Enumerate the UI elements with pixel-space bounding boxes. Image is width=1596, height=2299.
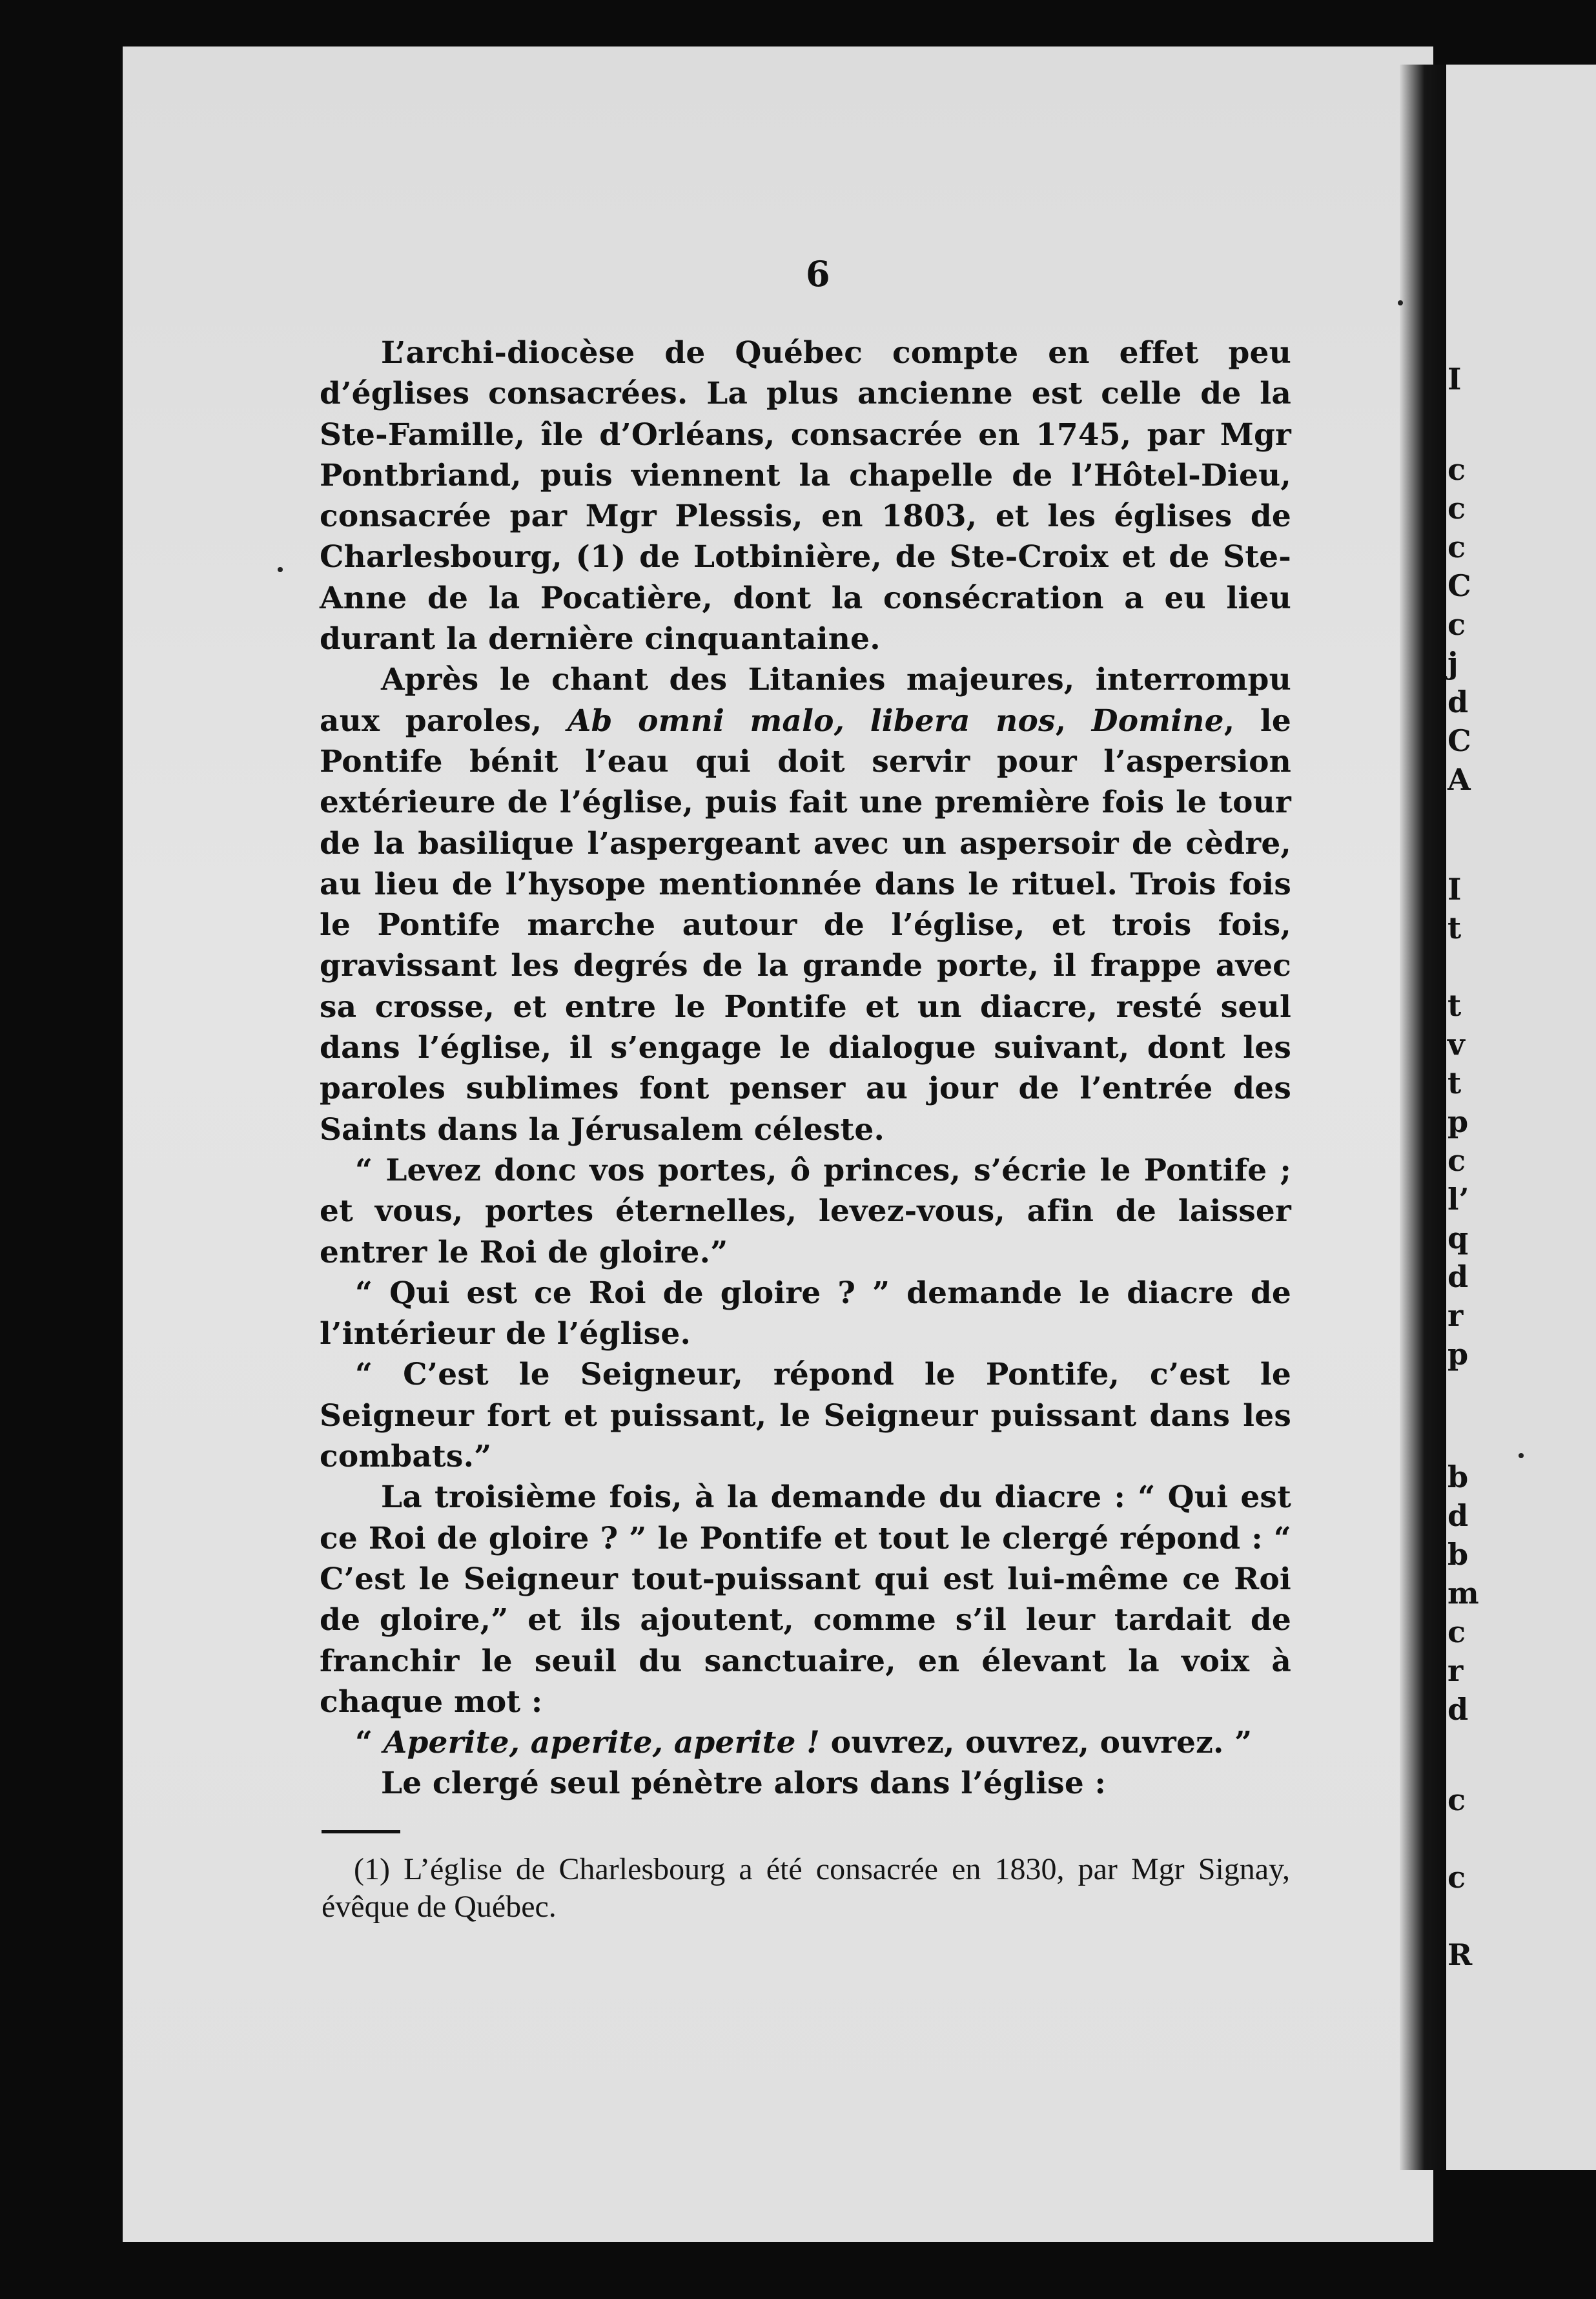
facing-page-letter: c <box>1448 1782 1466 1817</box>
facing-page-letter: q <box>1448 1221 1469 1255</box>
paragraph-qui-est-roi: “ Qui est ce Roi de gloire ? ” demande le diacre de l’intérieur de l’église. <box>320 1275 1291 1352</box>
facing-page-letter: c <box>1448 1614 1466 1649</box>
facing-page-letter: R <box>1448 1937 1473 1972</box>
facing-page-letter: r <box>1448 1298 1464 1333</box>
facing-page-letter: C <box>1448 568 1471 603</box>
facing-page-edge <box>1446 65 1596 2170</box>
facing-page-letter: A <box>1448 762 1471 797</box>
footnote-rule <box>322 1830 400 1833</box>
facing-page-letter: d <box>1448 1498 1469 1533</box>
facing-page-letter: c <box>1448 530 1466 564</box>
facing-page-letter: j <box>1448 646 1458 681</box>
body-text <box>320 333 1291 1804</box>
facing-page-letter: r <box>1448 1653 1464 1688</box>
facing-page-letter: c <box>1448 1143 1466 1178</box>
facing-page-letter: d <box>1448 685 1469 719</box>
facing-page-letter: C <box>1448 723 1471 758</box>
footnote <box>322 1851 1290 1926</box>
page-number: 6 <box>806 253 830 294</box>
paragraph-troisieme-fois: La troisième fois, à la demande du diacre : “ Qui est ce Roi de gloire ? ” le Pontife et tout le clergé répond : “ C’est le Seigneur tout-puissant qui est lui-même ce Roi de gloire,” et ils ajoutent, comme s’il leur tardait de franchir le seuil du sanctuaire, en élevant la voix à chaque mot : <box>320 1479 1291 1720</box>
paragraph-consecrated-churches: L’archi-diocèse de Québec compte en effet peu d’églises consacrées. La plus ancienne est celle de la Ste-Famille, île d’Orléans, consacrée en 1745, par Mgr Pontbriand, puis viennent la chapelle de l’Hôtel-Dieu, consacrée par Mgr Plessis, en 1803, et les églises de Charlesbourg, (1) de Lotbinière, de Ste-Croix et de Ste-Anne de la Pocatière, dont la consécration a eu lieu durant la dernière cinquantaine. <box>320 335 1291 657</box>
facing-page-letter: c <box>1448 452 1466 487</box>
facing-page-letter: b <box>1448 1459 1469 1494</box>
facing-page-letter: d <box>1448 1692 1469 1727</box>
facing-page-letter: p <box>1448 1104 1469 1139</box>
book-gutter <box>1400 65 1445 2170</box>
paragraph-aperite: “ Aperite, aperite, aperite ! ouvrez, ouvrez, ouvrez. ” <box>355 1725 1253 1761</box>
facing-page-letter: c <box>1448 607 1466 642</box>
paragraph-levez-portes: “ Levez donc vos portes, ô princes, s’écrie le Pontife ; et vous, portes éternelles, levez-vous, afin de laisser entrer le Roi de gloire.” <box>320 1152 1291 1270</box>
facing-page-letter: I <box>1448 362 1462 397</box>
facing-page-letter: I <box>1448 872 1462 907</box>
paragraph-litanies: Après le chant des Litanies majeures, interrompu aux paroles, Ab omni malo, libera nos, Domine, le Pontife bénit l’eau qui doit servir pour l’aspersion extérieure de l’église, puis fait une première fois le tour de la basilique l’aspergeant avec un aspersoir de cèdre, au lieu de l’hysope mentionnée dans le rituel. Trois fois le Pontife marche autour de l’église, et trois fois, gravissant les degrés de la grande porte, il frappe avec sa crosse, et entre le Pontife et un diacre, resté seul dans l’église, il s’engage le dialogue suivant, dont les paroles sublimes font penser au jour de l’entrée des Saints dans la Jérusalem céleste. <box>320 662 1291 1148</box>
facing-page-letter: m <box>1448 1576 1479 1611</box>
facing-page-letter: c <box>1448 491 1466 526</box>
page-speck <box>1519 1453 1524 1458</box>
facing-page-letter: b <box>1448 1537 1469 1572</box>
facing-page-letter: p <box>1448 1337 1469 1372</box>
page-speck <box>1398 300 1403 305</box>
facing-page-letter: c <box>1448 1860 1466 1895</box>
page-speck <box>278 567 283 572</box>
facing-page-letter: d <box>1448 1259 1469 1294</box>
paragraph-clerge-penetre: Le clergé seul pénètre alors dans l’église : <box>381 1766 1107 1802</box>
facing-page-letter: v <box>1448 1027 1465 1062</box>
facing-page-letter: t <box>1448 988 1462 1023</box>
facing-page-letter: l’ <box>1448 1182 1469 1217</box>
facing-page-letter: t <box>1448 1066 1462 1100</box>
paragraph-seigneur-fort: “ C’est le Seigneur, répond le Pontife, c’est le Seigneur fort et puissant, le Seigneur puissant dans les combats.” <box>320 1357 1291 1475</box>
facing-page-letter: t <box>1448 911 1462 945</box>
footnote-text: (1) L’église de Charlesbourg a été consacrée en 1830, par Mgr Signay, évêque de Québec. <box>322 1852 1290 1924</box>
